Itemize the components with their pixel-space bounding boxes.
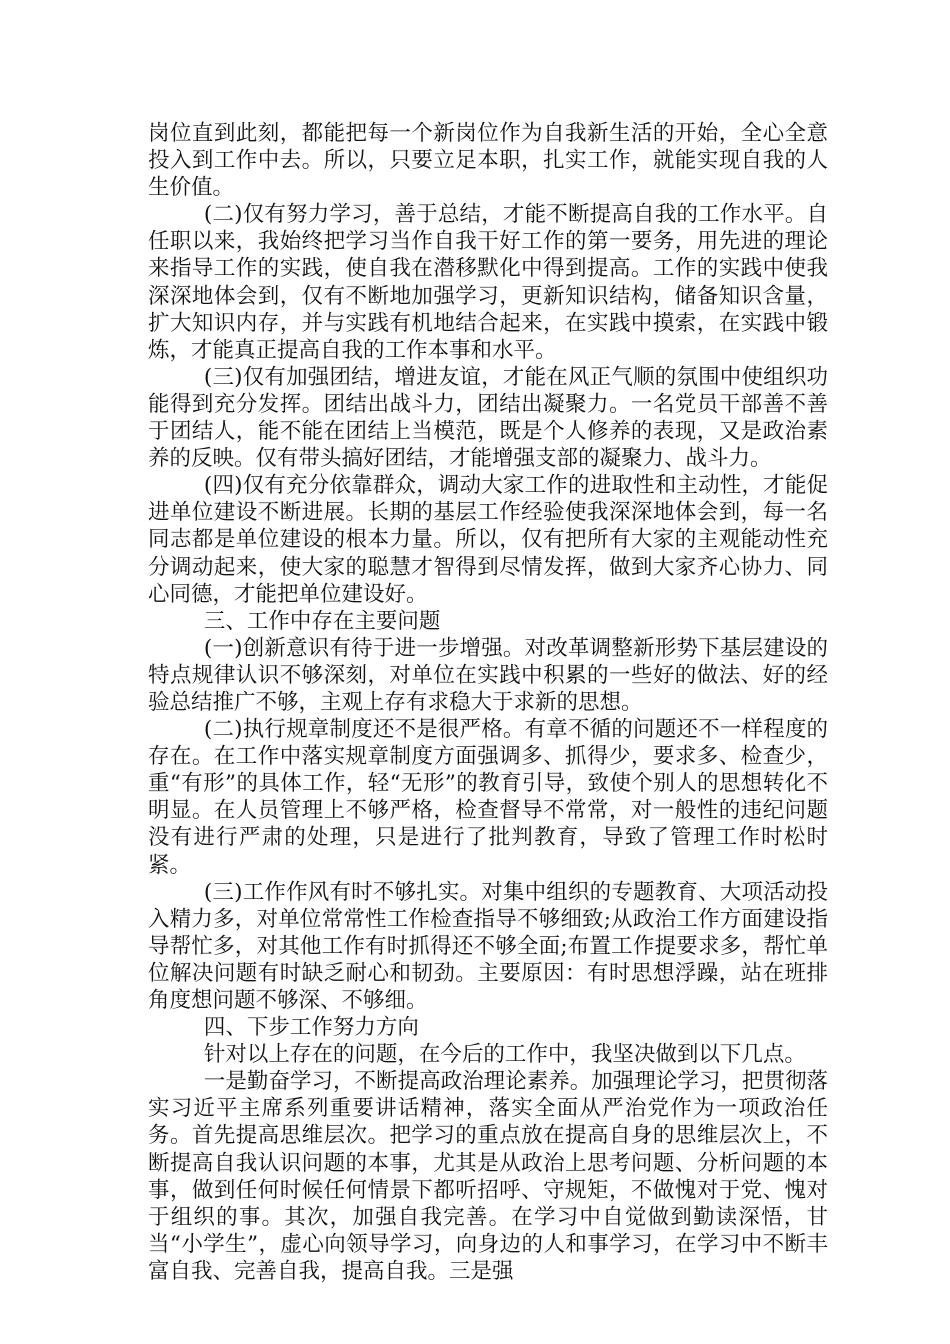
paragraph-1: 岗位直到此刻，都能把每一个新岗位作为自我新生活的开始，全心全意投入到工作中去。所以，只要立足本职，扎实工作，就能实现自我的人生价值。 (148, 121, 828, 201)
paragraph-9: 一是勤奋学习，不断提高政治理论素养。加强理论学习，把贯彻落实习近平主席系列重要讲话精神，落实全面从严治党作为一项政治任务。首先提高思维层次。把学习的重点放在提高自身的思维层次上，不断提高自我认识问题的本事，尤其是从政治上思考问题、分析问题的本事，做到任何时候任何情景下都听招呼、守规矩，不做愧对于党、愧对于组织的事。其次，加强自我完善。在学习中自觉做到勤读深悟，甘当“小学生”，虚心向领导学习，向身边的人和事学习，在学习中不断丰富自我、完善自我，提高自我。三是强 (148, 1069, 828, 1284)
paragraph-2: (二)仅有努力学习，善于总结，才能不断提高自我的工作水平。自任职以来，我始终把学习当作自我干好工作的第一要务，用先进的理论来指导工作的实践，使自我在潜移默化中得到提高。工作的实践中使我深深地体会到，仅有不断地加强学习，更新知识结构，储备知识含量，扩大知识内存，并与实践有机地结合起来，在实践中摸索，在实践中锻炼，才能真正提高自我的工作本事和水平。 (148, 202, 828, 363)
document-body (148, 120, 828, 1285)
paragraph-8: 针对以上存在的问题，在今后的工作中，我坚决做到以下几点。 (203, 1042, 806, 1068)
paragraph-6: (二)执行规章制度还不是很严格。有章不循的问题还不一样程度的存在。在工作中落实规章制度方面强调多、抓得少，要求多、检查少，重“有形”的具体工作，轻“无形”的教育引导，致使个别人的思想转化不明显。在人员管理上不够严格，检查督导不常常，对一般性的违纪问题没有进行严肃的处理，只是进行了批判教育，导致了管理工作时松时紧。 (148, 717, 828, 878)
paragraph-3: (三)仅有加强团结，增进友谊，才能在风正气顺的氛围中使组织功能得到充分发挥。团结出战斗力，团结出凝聚力。一名党员干部善不善于团结人，能不能在团结上当模范，既是个人修养的表现，又是政治素养的反映。仅有带头搞好团结，才能增强支部的凝聚力、战斗力。 (148, 364, 828, 472)
paragraph-5: (一)创新意识有待于进一步增强。对改革调整新形势下基层建设的特点规律认识不够深刻，对单位在实践中积累的一些好的做法、好的经验总结推广不够，主观上存有求稳大于求新的思想。 (148, 635, 828, 715)
paragraph-7: (三)工作作风有时不够扎实。对集中组织的专题教育、大项活动投入精力多，对单位常常性工作检查指导不够细致;从政治工作方面建设指导帮忙多，对其他工作有时抓得还不够全面;布置工作提要求多，帮忙单位解决问题有时缺乏耐心和韧劲。主要原因：有时思想浮躁，站在班排角度想问题不够深、不够细。 (148, 879, 828, 1013)
section-heading-4: 四、下步工作努力方向 (203, 1015, 419, 1041)
section-heading-3: 三、工作中存在主要问题 (203, 608, 441, 634)
paragraph-4: (四)仅有充分依靠群众，调动大家工作的进取性和主动性，才能促进单位建设不断进展。长期的基层工作经验使我深深地体会到，每一名同志都是单位建设的根本力量。所以，仅有把所有大家的主观能动性充分调动起来，使大家的聪慧才智得到尽情发挥，做到大家齐心协力、同心同德，才能把单位建设好。 (148, 473, 828, 607)
